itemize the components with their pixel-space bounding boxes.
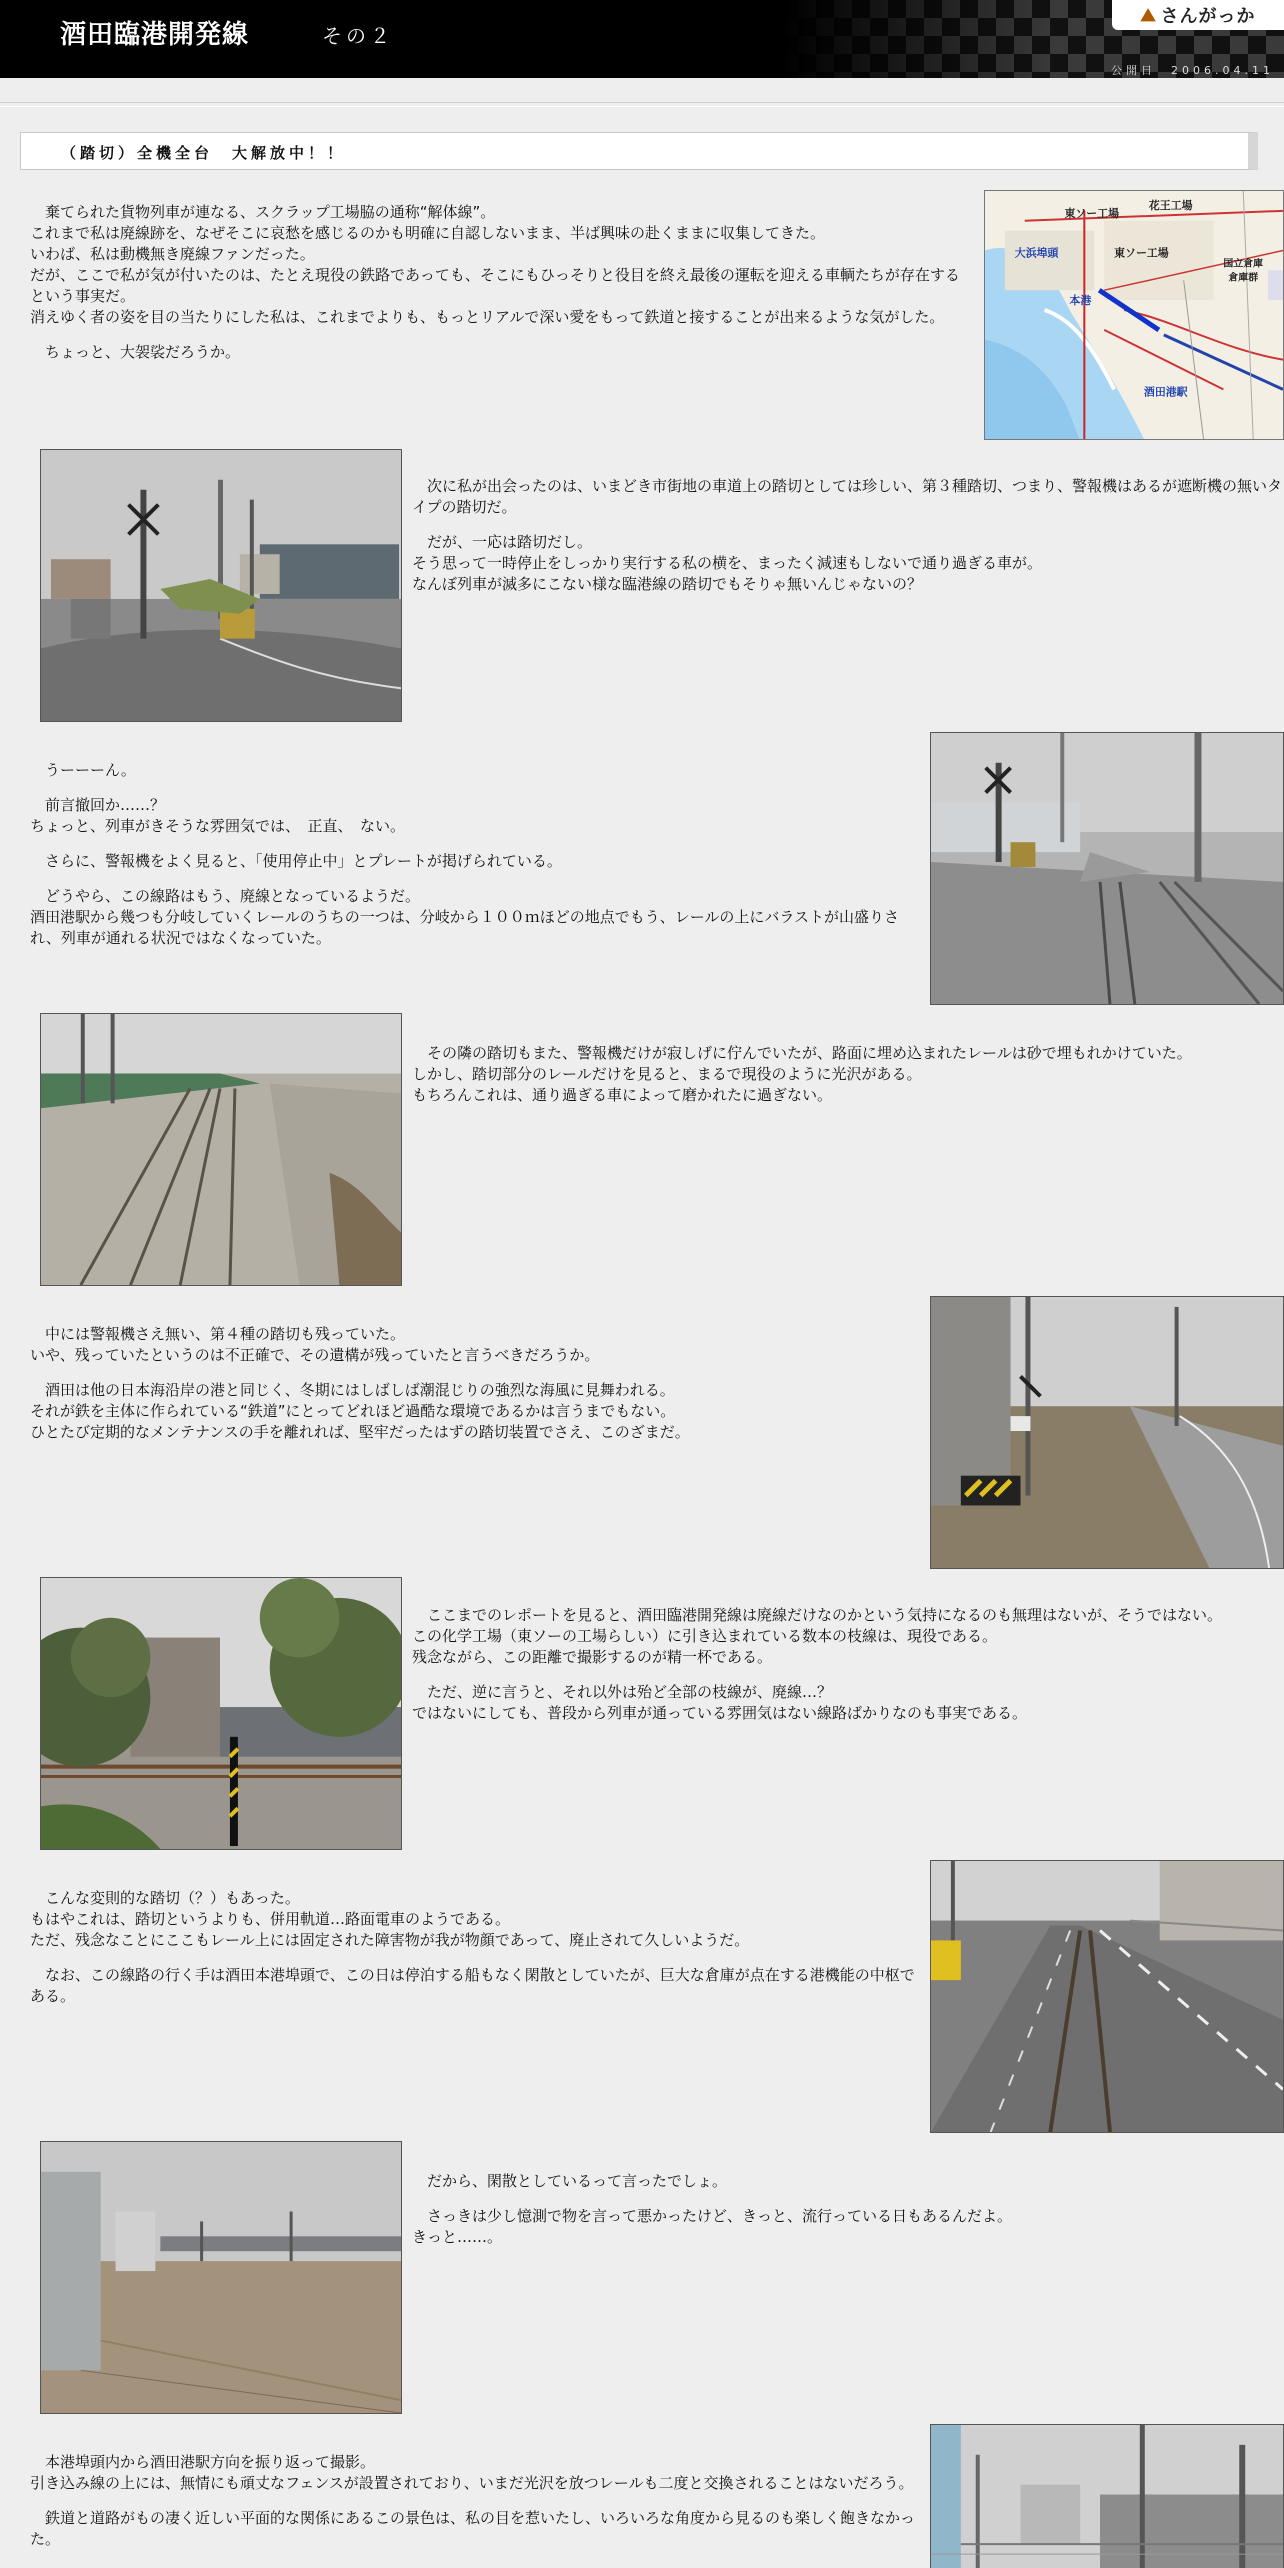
text-block-6	[412, 1605, 1284, 1724]
map-label: 本港	[1069, 294, 1092, 308]
paragraph: ちょっと、大袈裟だろうか。	[30, 343, 241, 361]
page-subtitle: その２	[322, 24, 394, 48]
map-label: 東ソー工場	[1114, 246, 1169, 260]
paragraph: その隣の踏切もまた、警報機だけが寂しげに佇んでいたが、路面に埋め込まれたレールは砂で埋もれかけていた。 しかし、踏切部分のレールだけを見ると、まるで現役のように光沢がある。 もちろんこれは、通り過ぎる車によって磨かれたに過ぎない。	[412, 1044, 1192, 1104]
paragraph: うーーーん。	[30, 761, 136, 779]
paragraph: ここまでのレポートを見ると、酒田臨港開発線は廃線だけなのかという気持になるのも無理はないが、そうではない。 この化学工場（東ソーの工場らしい）に引き込まれている数本の枝線は、現役である。 残念ながら、この距離で撮影するのが精一杯である。	[412, 1606, 1223, 1666]
photo-fence-8[interactable]	[930, 2424, 1284, 2568]
paragraph: 棄てられた貨物列車が連なる、スクラップ工場脇の通称“解体線”。 これまで私は廃線跡を、なぜそこに哀愁を感じるのかも明確に自認しないまま、半ば興味の赴くままに収集してきた。 いわば、私は動機無き廃線ファンだった。 だが、ここで私が気が付いたのは、たとえ現役の鉄路であっても、そこにもひっそりと役目を終え最後の運転を迎える車輌たちが存在するという事実だ。 消えゆく者の姿を目の当たりにした私は、これまでよりも、もっとリアルで深い愛をもって鉄道と接することが出来るような気がした。	[30, 203, 960, 326]
paragraph: 中には警報機さえ無い、第４種の踏切も残っていた。 いや、残っていたというのは不正確で、その遺構が残っていたと言うべきだろうか。	[30, 1325, 600, 1364]
photo-factory-5[interactable]	[40, 1577, 402, 1850]
text-block-7	[30, 1888, 915, 2007]
page-title: 酒田臨港開発線	[60, 20, 250, 50]
paragraph: ただ、逆に言うと、それ以外は殆ど全部の枝線が、廃線…？ ではないにしても、普段から列車が通っている雰囲気はない線路ばかりなのも事実である。	[412, 1683, 1028, 1722]
text-block-2	[412, 476, 1284, 595]
header-divider	[0, 102, 1284, 107]
paragraph: なお、この線路の行く手は酒田本港埠頭で、この日は停泊する船もなく閑散としていたが、巨大な倉庫が点在する港機能の中枢である。	[30, 1966, 915, 2005]
site-logo[interactable]	[1112, 0, 1284, 30]
photo-rails-3[interactable]	[40, 1013, 402, 1286]
paragraph: 次に私が出会ったのは、いまどき市街地の車道上の踏切としては珍しい、第３種踏切、つまり、警報機はあるが遮断機の無いタイプの踏切だ。	[412, 477, 1283, 516]
map-label: 国立倉庫	[1223, 258, 1264, 270]
paragraph: さっきは少し憶測で物を言って悪かったけど、きっと、流行っている日もあるんだよ。 きっと……。	[412, 2207, 1013, 2246]
paragraph: 酒田は他の日本海沿岸の港と同じく、冬期にはしばしば潮混じりの強烈な海風に見舞われる。 それが鉄を主体に作られている“鉄道”にとってどれほど過酷な環境であるかは言うまでもない。 ひとたび定期的なメンテナンスの手を離れれば、堅牢だったはずの踏切装置でさえ、このざまだ。	[30, 1381, 690, 1441]
text-block-3	[30, 760, 915, 949]
text-block-1	[30, 202, 965, 363]
map-label: 大浜埠頭	[1014, 246, 1059, 260]
section-header	[20, 132, 1258, 170]
map-label: 酒田港駅	[1143, 385, 1188, 399]
map-label: 倉庫群	[1228, 272, 1259, 284]
photo-pier-7[interactable]	[40, 2141, 402, 2414]
paragraph: どうやら、この線路はもう、廃線となっているようだ。 酒田港駅から幾つも分岐していくレールのうちの一つは、分岐から１００ｍほどの地点でもう、レールの上にバラストが山盛りされ、列車が通れる状況ではなくなっていた。	[30, 887, 899, 947]
photo-crossing-2[interactable]	[930, 732, 1284, 1005]
text-block-8	[412, 2171, 1284, 2248]
photo-crossing-4[interactable]	[930, 1296, 1284, 1569]
paragraph: 鉄道と道路がもの凄く近しい平面的な関係にあるこの景色は、私の目を惹いたし、いろいろな角度から見るのも楽しく飽きなかった。	[30, 2509, 916, 2548]
logo-text: さんがっか	[1160, 6, 1256, 27]
mountain-icon: ⛰	[1140, 4, 1157, 26]
text-block-9	[30, 2452, 915, 2550]
paragraph: だから、閑散としているって言ったでしょ。	[412, 2172, 728, 2190]
route-map[interactable]	[984, 190, 1284, 440]
paragraph: 前言撤回か……？ ちょっと、列車がきそうな雰囲気では、 正直、 ない。	[30, 796, 406, 835]
paragraph: だが、一応は踏切だし。 そう思って一時停止をしっかり実行する私の横を、まったく減速もしないで通り過ぎる車が。 なんぼ列車が滅多にこない様な臨港線の踏切でもそりゃ無いんじゃないの？	[412, 533, 1043, 593]
site-header	[0, 0, 1284, 78]
photo-crossing-1[interactable]	[40, 449, 402, 722]
text-block-5	[30, 1324, 915, 1443]
section-title: （踏切）全機全台 大解放中！！	[61, 144, 347, 162]
paragraph: さらに、警報機をよく見ると、「使用停止中」とプレートが掲げられている。	[30, 852, 562, 870]
photo-street-track-6[interactable]	[930, 1860, 1284, 2133]
paragraph: こんな変則的な踏切（？）もあった。 もはやこれは、踏切というよりも、併用軌道…路面電車のようである。 ただ、残念なことにここもレール上には固定された障害物が我が物顔であって、廃止されて久しいようだ。	[30, 1889, 750, 1949]
publish-date: 公開日 2006.04.11	[1111, 64, 1274, 77]
map-label: 東ソー工場	[1064, 206, 1120, 220]
map-label: 花王工場	[1148, 198, 1193, 212]
paragraph: 本港埠頭内から酒田港駅方向を振り返って撮影。 引き込み線の上には、無情にも頑丈なフェンスが設置されており、いまだ光沢を放つレールも二度と交換されることはないだろう。	[30, 2453, 914, 2492]
text-block-4	[412, 1043, 1284, 1106]
